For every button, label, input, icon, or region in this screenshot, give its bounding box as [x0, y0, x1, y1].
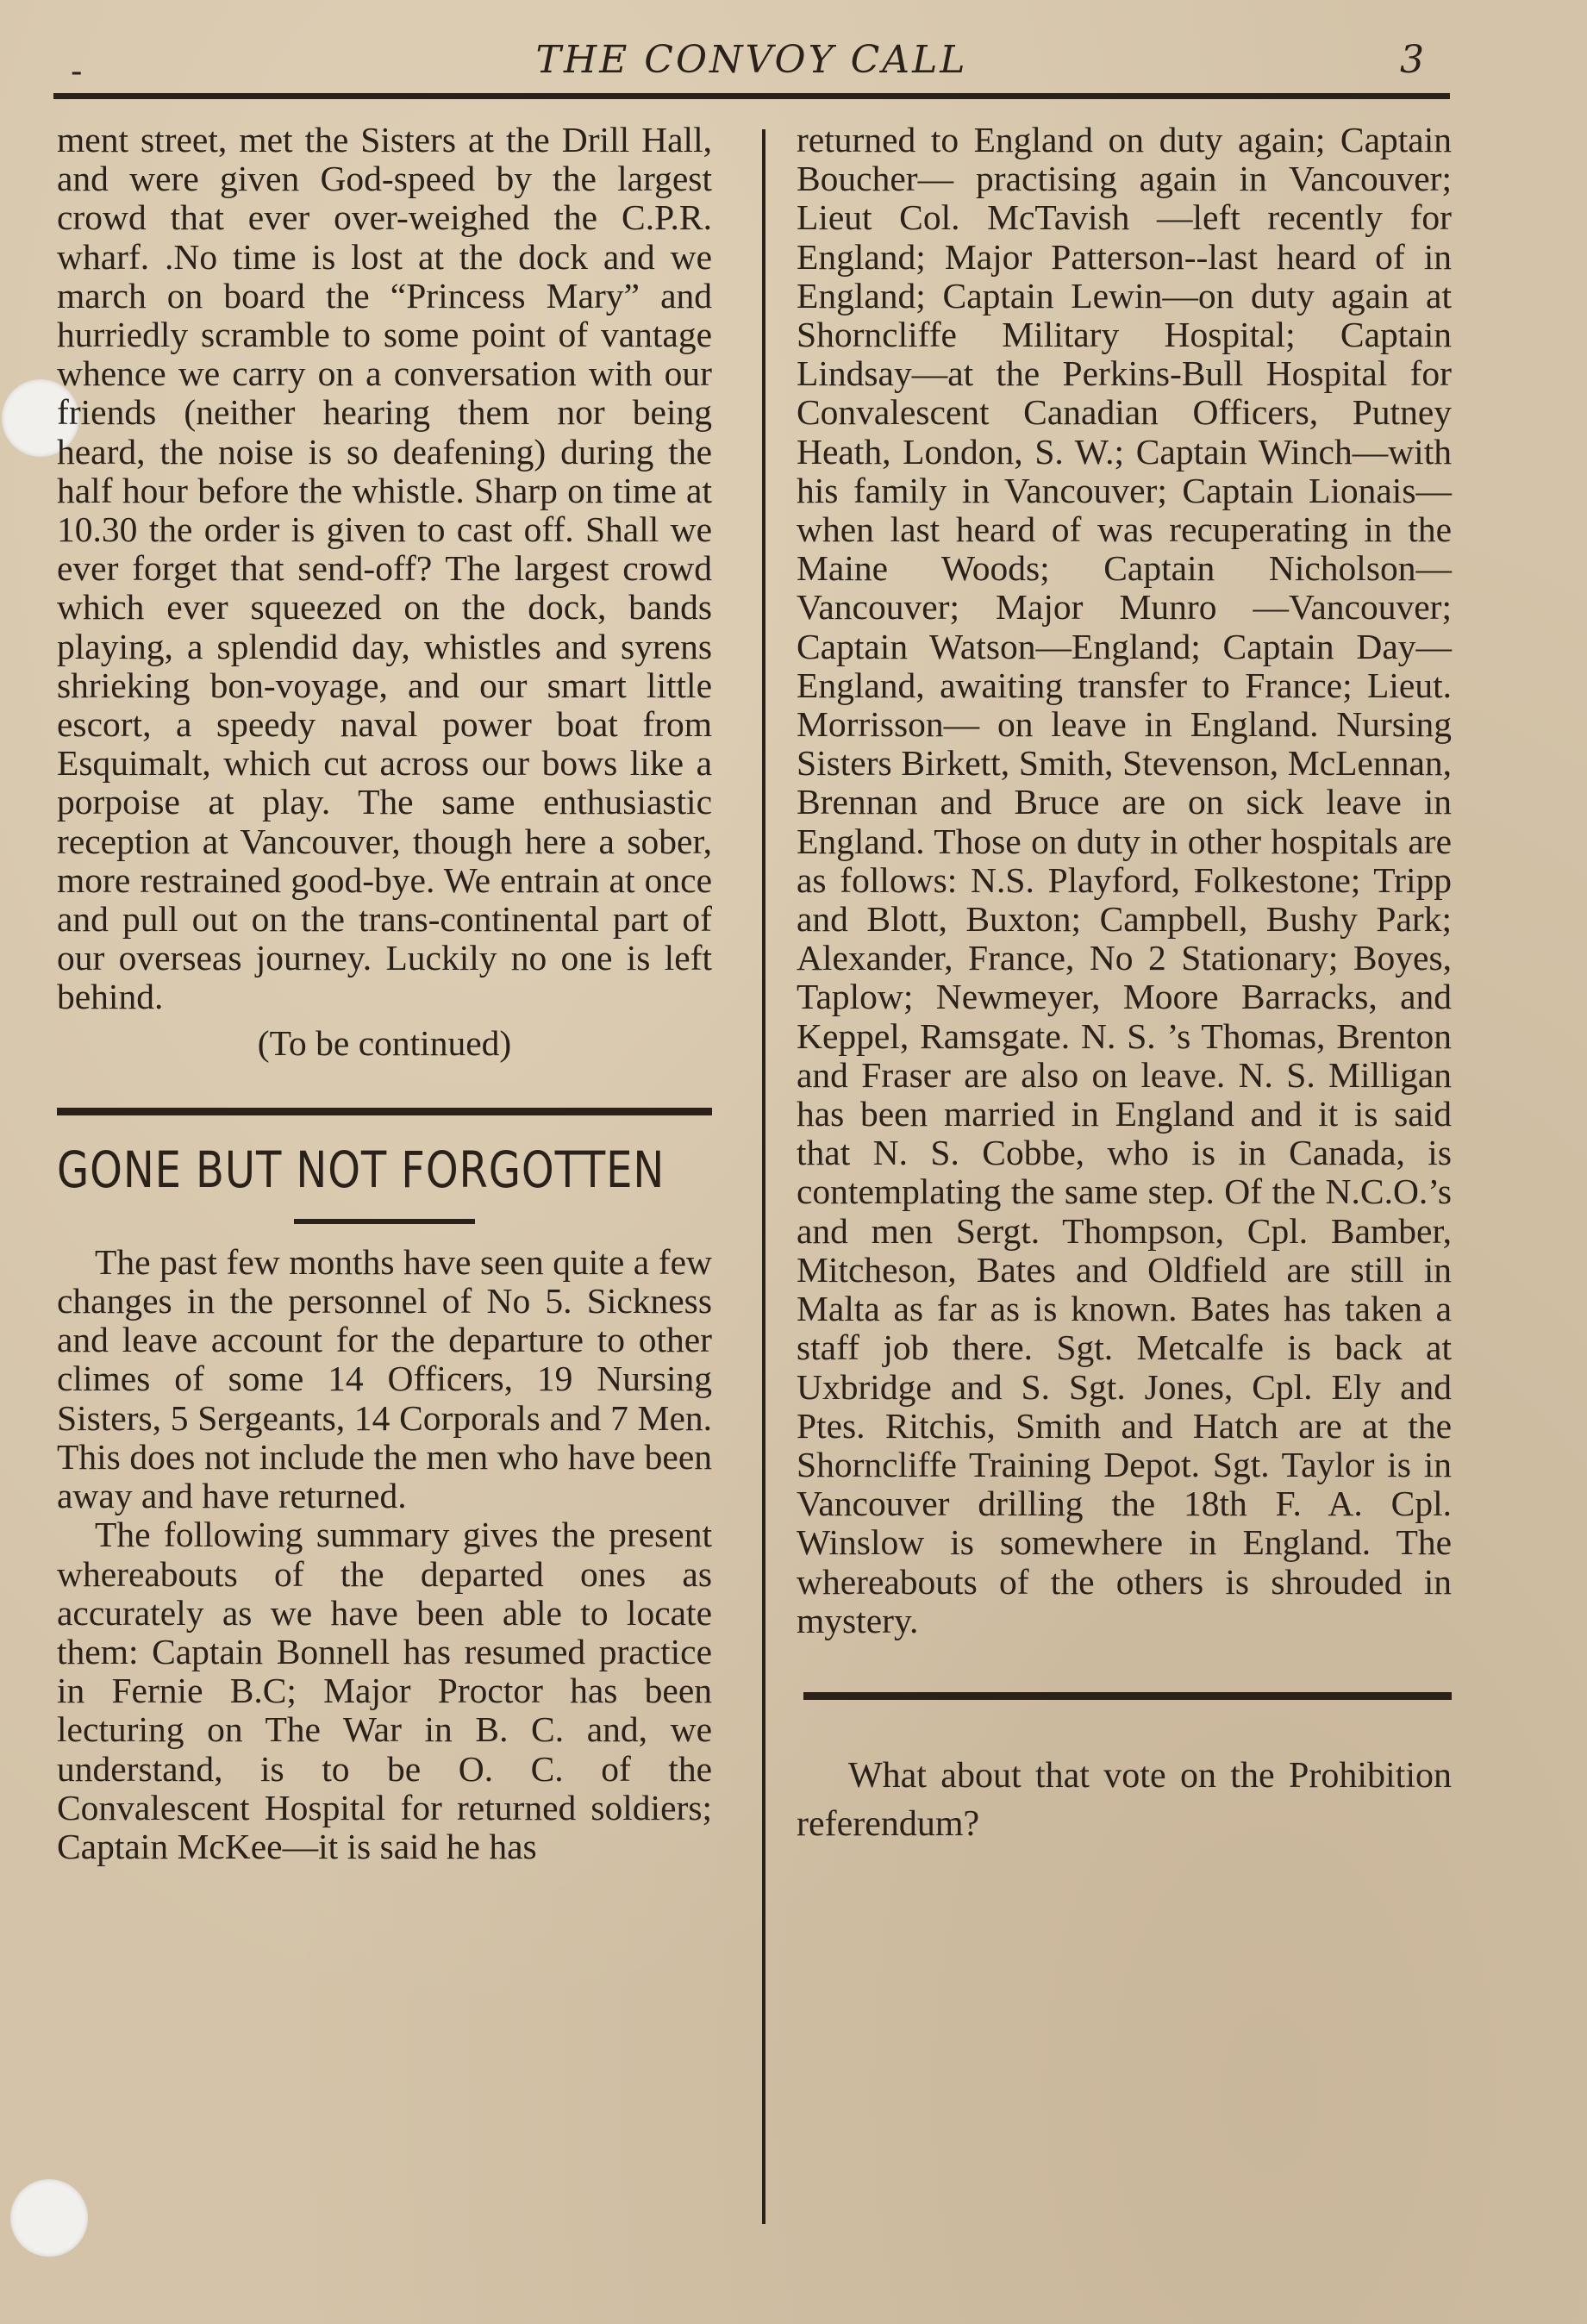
column-divider [762, 129, 765, 2224]
page-number: 3 [1400, 38, 1424, 82]
article-continuation: returned to England on duty again; Captain Boucher— practising again in Vancouver; Lieut Col. McTavish —left recently for England; Major Patterson--last heard of in England; Captain Lewin—on duty again at Shorncliffe Military Hospital; Captain Lindsay—at the Perkins-Bull Hospital for Convalescent Canadian Officers, Putney Heath, London, S. W.; Captain Winch—with his family in Vancouver; Captain Lionais—when last heard of was recuperating in the Maine Woods; Captain Nicholson—Vancouver; Major Munro —Vancouver; Captain Watson—England; Captain Day— England, awaiting transfer to France; Lieut. Morrisson— on leave in England. Nursing Sisters Birkett, Smith, Stevenson, McLennan, Brennan and Bruce are on sick leave in England. Those on duty in other hospitals are as follows: N.S. Playford, Folkestone; Tripp and Blott, Buxton; Campbell, Bushy Park; Alexander, France, No 2 Stationary; Boyes, Taplow; Newmeyer, Moore Barracks, and Keppel, Ramsgate. N. S. ’s Thomas, Brenton and Fraser are also on leave. N. S. Milligan has been married in England and it is said that N. S. Cobbe, who is in Canada, is contemplating the same step. Of the N.C.O.’s and men Sergt. Thompson, Cpl. Bamber, Mitcheson, Bates and Oldfield are still in Malta as far as is known. Bates has taken a staff job there. Sgt. Metcalfe is back at Uxbridge and S. Sgt. Jones, Cpl. Ely and Ptes. Ritchis, Smith and Hatch are at the Shorncliffe Training Depot. Sgt. Taylor is in Vancouver drilling the 18th F. A. Cpl. Winslow is somewhere in England. The whereabouts of the others is shrouded in mystery. [797, 120, 1452, 1640]
article-paragraph-1: The past few months have seen quite a few changes in the personnel of No 5. Sickness and leave account for the departure to other climes of some 14 Officers, 19 Nursing Sisters, 5 Sergeants, 14 Corporals and 7 Men. This does not include the men who have been away and have returned. [57, 1241, 712, 1516]
header-rule [53, 93, 1450, 99]
heading-underline [294, 1219, 475, 1224]
closing-question: What about that vote on the Prohibition referendum? [797, 1755, 1452, 1844]
article-heading: GONE BUT NOT FORGOTTEN [57, 1140, 665, 1199]
header-dash: - [71, 52, 83, 91]
section-divider [57, 1108, 712, 1115]
article-paragraph-2: The following summary gives the present whereabouts of the departed ones as accurately as we have been able to locate them: Captain Bonnell has resumed practice in Fernie B.C; Major Proctor has been lecturing on The War in B. C. and, we understand, is to be O. C. of the Convalescent Hospital for returned soldiers; Captain McKee—it is said he has [57, 1515, 712, 1866]
punch-hole-bottom [10, 2179, 88, 2257]
left-column [57, 121, 712, 1866]
to-be-continued-note: (To be continued) [257, 1022, 512, 1063]
page-header [53, 33, 1450, 93]
continued-article-text: ment street, met the Sisters at the Drill Hall, and were given God-speed by the largest crowd that ever over-weighed the C.P.R. wharf. .No time is lost at the dock and we march on board the “Princess Mary” and hurriedly scramble to some point of vantage whence we carry on a conversation with our friends (neither hearing them nor being heard, the noise is so deafening) during the half hour before the whistle. Sharp on time at 10.30 the order is given to cast off. Shall we ever forget that send-off? The largest crowd which ever squeezed on the dock, bands playing, a splendid day, whistles and syrens shrieking bon-voyage, and our smart little escort, a speedy naval power boat from Esquimalt, which cut across our bows like a porpoise at play. The same enthusiastic reception at Vancouver, though here a sober, more restrained good-bye. We entrain at once and pull out on the trans-continental part of our overseas journey. Luckily no one is left behind. [57, 120, 712, 1017]
right-column [797, 121, 1452, 1848]
closing-divider [803, 1692, 1452, 1700]
publication-title: THE CONVOY CALL [535, 38, 968, 82]
